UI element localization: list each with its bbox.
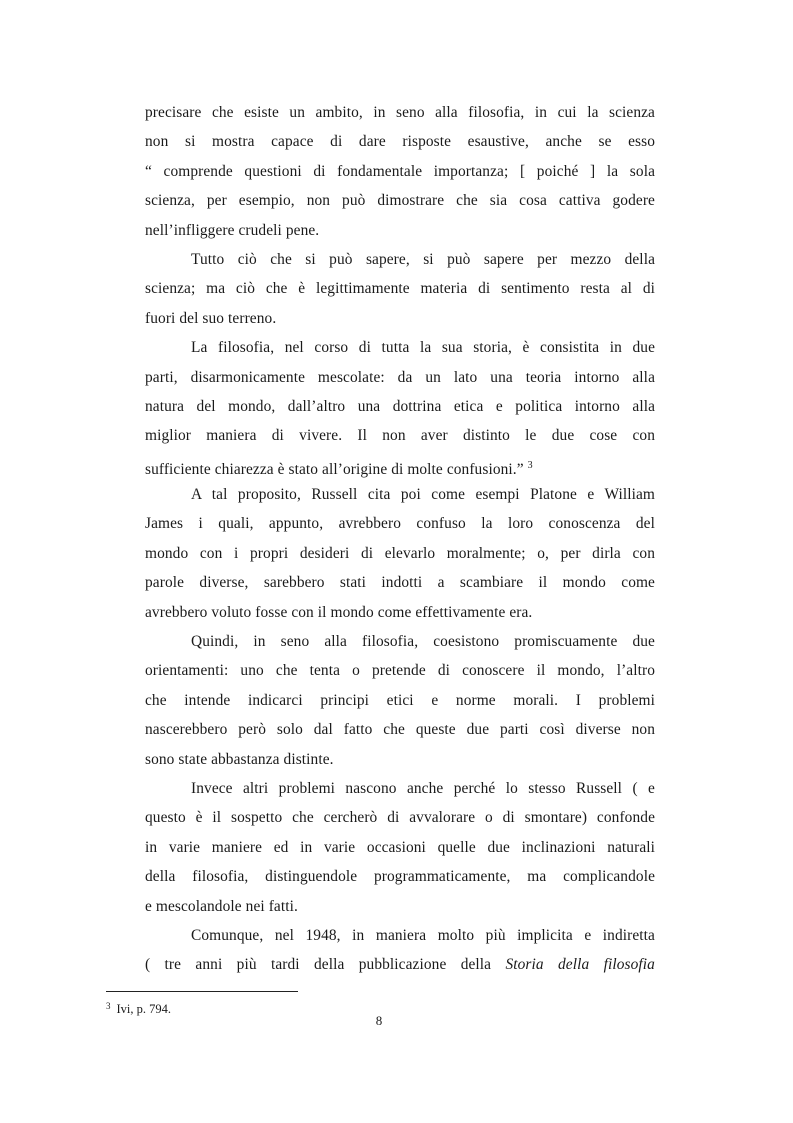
text-line bbox=[145, 598, 655, 627]
footnote-divider bbox=[106, 991, 298, 992]
text-line bbox=[145, 274, 655, 303]
text-line bbox=[145, 127, 655, 156]
footnote-text: Ivi, p. 794. bbox=[116, 1002, 172, 1016]
text-line-content: La filosofia, nel corso di tutta la sua storia, è consistita in due bbox=[191, 339, 655, 357]
text-line-content: “ comprende questioni di fondamentale importanza; [ poiché ] la sola bbox=[145, 162, 655, 180]
text-line-content: sufficiente chiarezza è stato all’origine di molte confusioni.” bbox=[145, 460, 524, 478]
text-line-content: parti, disarmonicamente mescolate: da un lato una teoria intorno alla bbox=[145, 368, 655, 386]
text-line bbox=[145, 363, 655, 392]
text-line-content: orientamenti: uno che tenta o pretende di conoscere il mondo, l’altro bbox=[145, 662, 655, 680]
text-line bbox=[145, 568, 655, 597]
text-line-content: nascerebbero però solo dal fatto che queste due parti così diverse non bbox=[145, 721, 655, 739]
text-line-content: questo è il sospetto che cercherò di avvalorare o di smontare) confonde bbox=[145, 809, 655, 827]
text-line bbox=[145, 715, 655, 744]
text-line-content: James i quali, appunto, avrebbero confuso la loro conoscenza del bbox=[145, 515, 655, 533]
footnote-number: 3 bbox=[106, 1001, 111, 1011]
text-line bbox=[145, 656, 655, 685]
text-line-content: avrebbero voluto fosse con il mondo come effettivamente era. bbox=[145, 603, 533, 621]
text-line-content: parole diverse, sarebbero stati indotti a scambiare il mondo come bbox=[145, 574, 655, 592]
text-line bbox=[145, 451, 655, 480]
text-line bbox=[145, 862, 655, 891]
text-line bbox=[145, 539, 655, 568]
text-line-content: in varie maniere ed in varie occasioni quelle due inclinazioni naturali bbox=[145, 838, 655, 856]
text-line bbox=[145, 686, 655, 715]
text-line bbox=[145, 245, 655, 274]
text-line bbox=[145, 509, 655, 538]
text-line bbox=[145, 333, 655, 362]
text-line-content: mondo con i propri desideri di elevarlo moralmente; o, per dirla con bbox=[145, 544, 655, 562]
text-line-content: miglior maniera di vivere. Il non aver distinto le due cose con bbox=[145, 427, 655, 445]
text-line-content: Quindi, in seno alla filosofia, coesistono promiscuamente due bbox=[191, 633, 655, 651]
text-line-content: che intende indicarci principi etici e norme morali. I problemi bbox=[145, 691, 655, 709]
text-line bbox=[145, 833, 655, 862]
text-line bbox=[145, 186, 655, 215]
text-line bbox=[145, 480, 655, 509]
text-line bbox=[145, 745, 655, 774]
text-line-content: scienza, per esempio, non può dimostrare che sia cosa cattiva godere bbox=[145, 192, 655, 210]
text-line bbox=[145, 304, 655, 333]
text-line-content: Invece altri problemi nascono anche perché lo stesso Russell ( e bbox=[191, 779, 655, 797]
text-line bbox=[145, 921, 655, 950]
text-line bbox=[145, 421, 655, 450]
text-line bbox=[145, 216, 655, 245]
text-line-content: natura del mondo, dall’altro una dottrina etica e politica intorno alla bbox=[145, 397, 655, 415]
text-line-content: fuori del suo terreno. bbox=[145, 309, 277, 327]
text-line-content: precisare che esiste un ambito, in seno alla filosofia, in cui la scienza bbox=[145, 104, 655, 121]
text-line bbox=[145, 892, 655, 921]
body-text bbox=[145, 98, 655, 980]
footnote-reference: 3 bbox=[527, 459, 533, 471]
text-line bbox=[145, 803, 655, 832]
text-line bbox=[145, 627, 655, 656]
text-line-content: scienza; ma ciò che è legittimamente materia di sentimento resta al di bbox=[145, 280, 655, 298]
text-line-content: della filosofia, distinguendole programmaticamente, ma complicandole bbox=[145, 868, 655, 886]
text-line-content: nell’infliggere crudeli pene. bbox=[145, 221, 320, 239]
text-line bbox=[145, 950, 655, 979]
text-line bbox=[145, 98, 655, 127]
text-line bbox=[145, 157, 655, 186]
text-line-content: Comunque, nel 1948, in maniera molto più implicita e indiretta bbox=[191, 926, 655, 944]
text-line-content: ( tre anni più tardi della pubblicazione della bbox=[145, 956, 506, 974]
book-title: Storia della filosofia bbox=[505, 956, 655, 974]
text-line bbox=[145, 392, 655, 421]
text-line-content: e mescolandole nei fatti. bbox=[145, 897, 298, 915]
text-line-content: A tal proposito, Russell cita poi come esempi Platone e William bbox=[191, 486, 655, 504]
page-number: 8 bbox=[375, 1013, 383, 1028]
text-line-content: sono state abbastanza distinte. bbox=[145, 750, 334, 768]
text-line bbox=[145, 774, 655, 803]
text-line-content: Tutto ciò che si può sapere, si può sapere per mezzo della bbox=[191, 250, 655, 268]
text-line-content: non si mostra capace di dare risposte esaustive, anche se esso bbox=[145, 133, 655, 151]
